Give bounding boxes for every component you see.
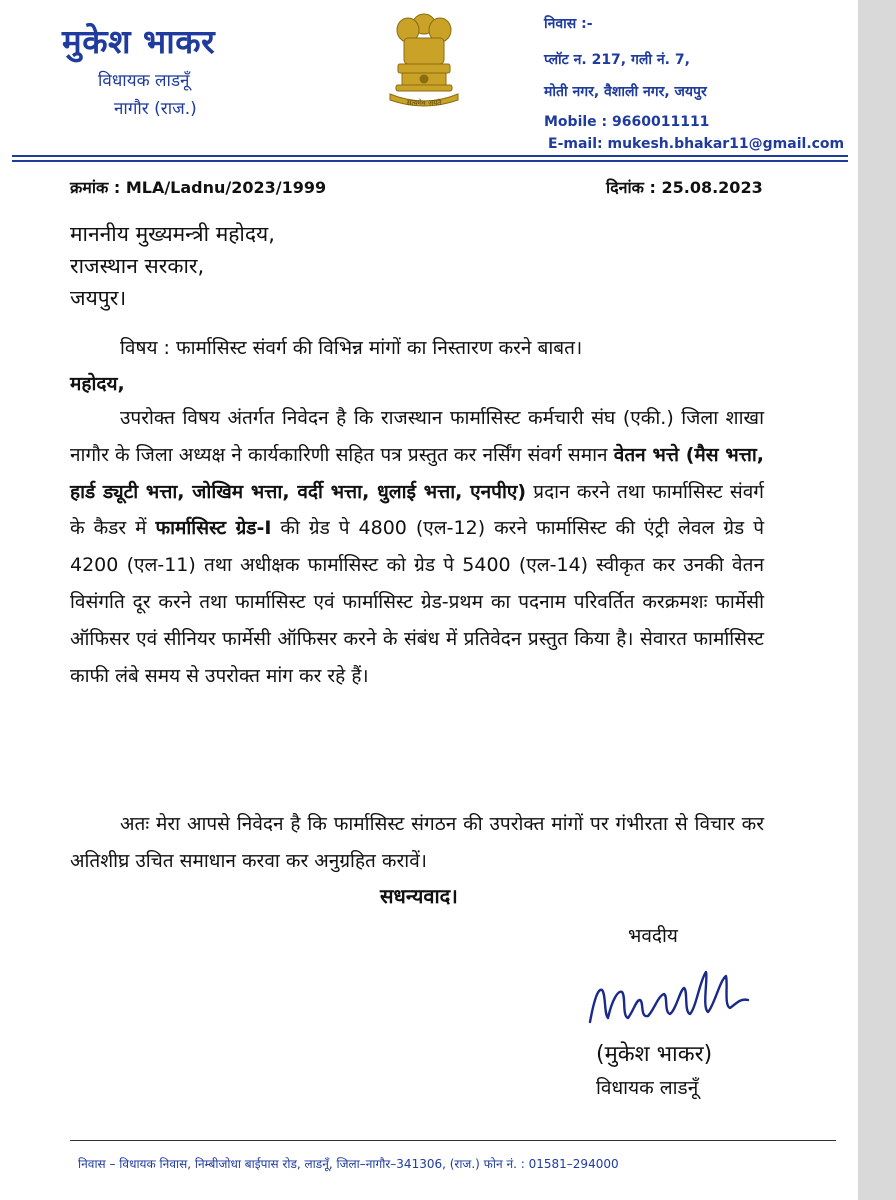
header-divider [12, 155, 848, 157]
handwritten-signature-icon [580, 960, 780, 1040]
signatory-designation: विधायक लाडनूँ [596, 1077, 699, 1099]
header-divider-secondary [12, 160, 848, 162]
para1-bold-grade: फार्मासिस्ट ग्रेड-I [155, 517, 272, 540]
salutation: महोदय, [70, 373, 125, 395]
address-line1: प्लॉट न. 217, गली नं. 7, [544, 52, 690, 68]
para1-text-1: उपरोक्त विषय अंतर्गत निवेदन है कि राजस्थान फार्मासिस्ट कर्मचारी संघ (एकी.) जिला शाखा नागौर के जिला अध्यक्ष ने कार्यकारिणी सहित पत्र प्रस्तुत कर नर्सिंग संवर्ग समान [70, 407, 764, 466]
para1-text-3: की ग्रेड पे 4800 (एल-12) करने फार्मासिस्ट की एंट्री लेवल ग्रेड पे 4200 (एल-11) तथा अधीक्षक फार्मासिस्ट को ग्रेड पे 5400 (एल-14) स्वीकृत कर उनकी वेतन विसंगति दूर करने तथा फार्मासिस्ट एवं फार्मासिस्ट ग्रेड-प्रथम का पदनाम परिवर्तित करक्रमशः फार्मेसी ऑफिसर एवं सीनियर फार्मेसी ऑफिसर करने के संबंध में प्रतिवेदन प्रस्तुत किया है। सेवारत फार्मासिस्ट काफी लंबे समय से उपरोक्त मांग कर रहे हैं। [70, 517, 764, 687]
subject-line: विषय : फार्मासिस्ट संवर्ग की विभिन्न मांगों का निस्तारण करने बाबत। [120, 337, 583, 359]
recipient-line2: राजस्थान सरकार, [70, 254, 205, 278]
reference-number: क्रमांक : MLA/Ladnu/2023/1999 [70, 178, 327, 197]
body-paragraph-2: अतः मेरा आपसे निवेदन है कि फार्मासिस्ट संगठन की उपरोक्त मांगों पर गंभीरता से विचार कर अतिशीघ्र उचित समाधान करवा कर अनुग्रहित करावें। [70, 813, 764, 872]
address-line2: मोती नगर, वैशाली नगर, जयपुर [544, 84, 707, 100]
yours-faithfully: भवदीय [628, 925, 678, 947]
ashoka-emblem-icon [382, 8, 466, 112]
recipient-line1: माननीय मुख्यमन्त्री महोदय, [70, 222, 275, 246]
address-mobile: Mobile : 9660011111 [544, 114, 710, 130]
signatory-name: (मुकेश भाकर) [596, 1042, 713, 1067]
footer-divider [70, 1140, 836, 1141]
para1-bold-allowances: वेतन भत्ते (मैस भत्ता, हार्ड ड्यूटी भत्ता, जोखिम भत्ता, वर्दी भत्ता, धुलाई भत्ता, एनपीए) [70, 443, 764, 503]
para1-text-2: प्रदान करने तथा फार्मासिस्ट संवर्ग के कैडर में [70, 480, 764, 540]
letterhead-name: मुकेश भाकर [62, 22, 216, 61]
letterhead-designation: विधायक लाडनूँ [98, 71, 190, 91]
footer-address: निवास – विधायक निवास, निम्बीजोधा बाईपास रोड, लाडनूँ, जिला–नागौर–341306, (राज.) फोन नं. : 01581–294000 [78, 1157, 619, 1171]
letterhead-place: नागौर (राज.) [114, 99, 197, 119]
address-label: निवास :- [544, 16, 593, 32]
recipient-line3: जयपुर। [70, 286, 127, 310]
body-paragraph-1 [70, 400, 764, 694]
emblem-motto: सत्यमेव जयते [406, 99, 442, 107]
letter-date: दिनांक : 25.08.2023 [606, 178, 763, 197]
closing-thanks: सधन्यवाद। [380, 884, 458, 908]
address-email: E-mail: mukesh.bhakar11@gmail.com [548, 136, 845, 152]
